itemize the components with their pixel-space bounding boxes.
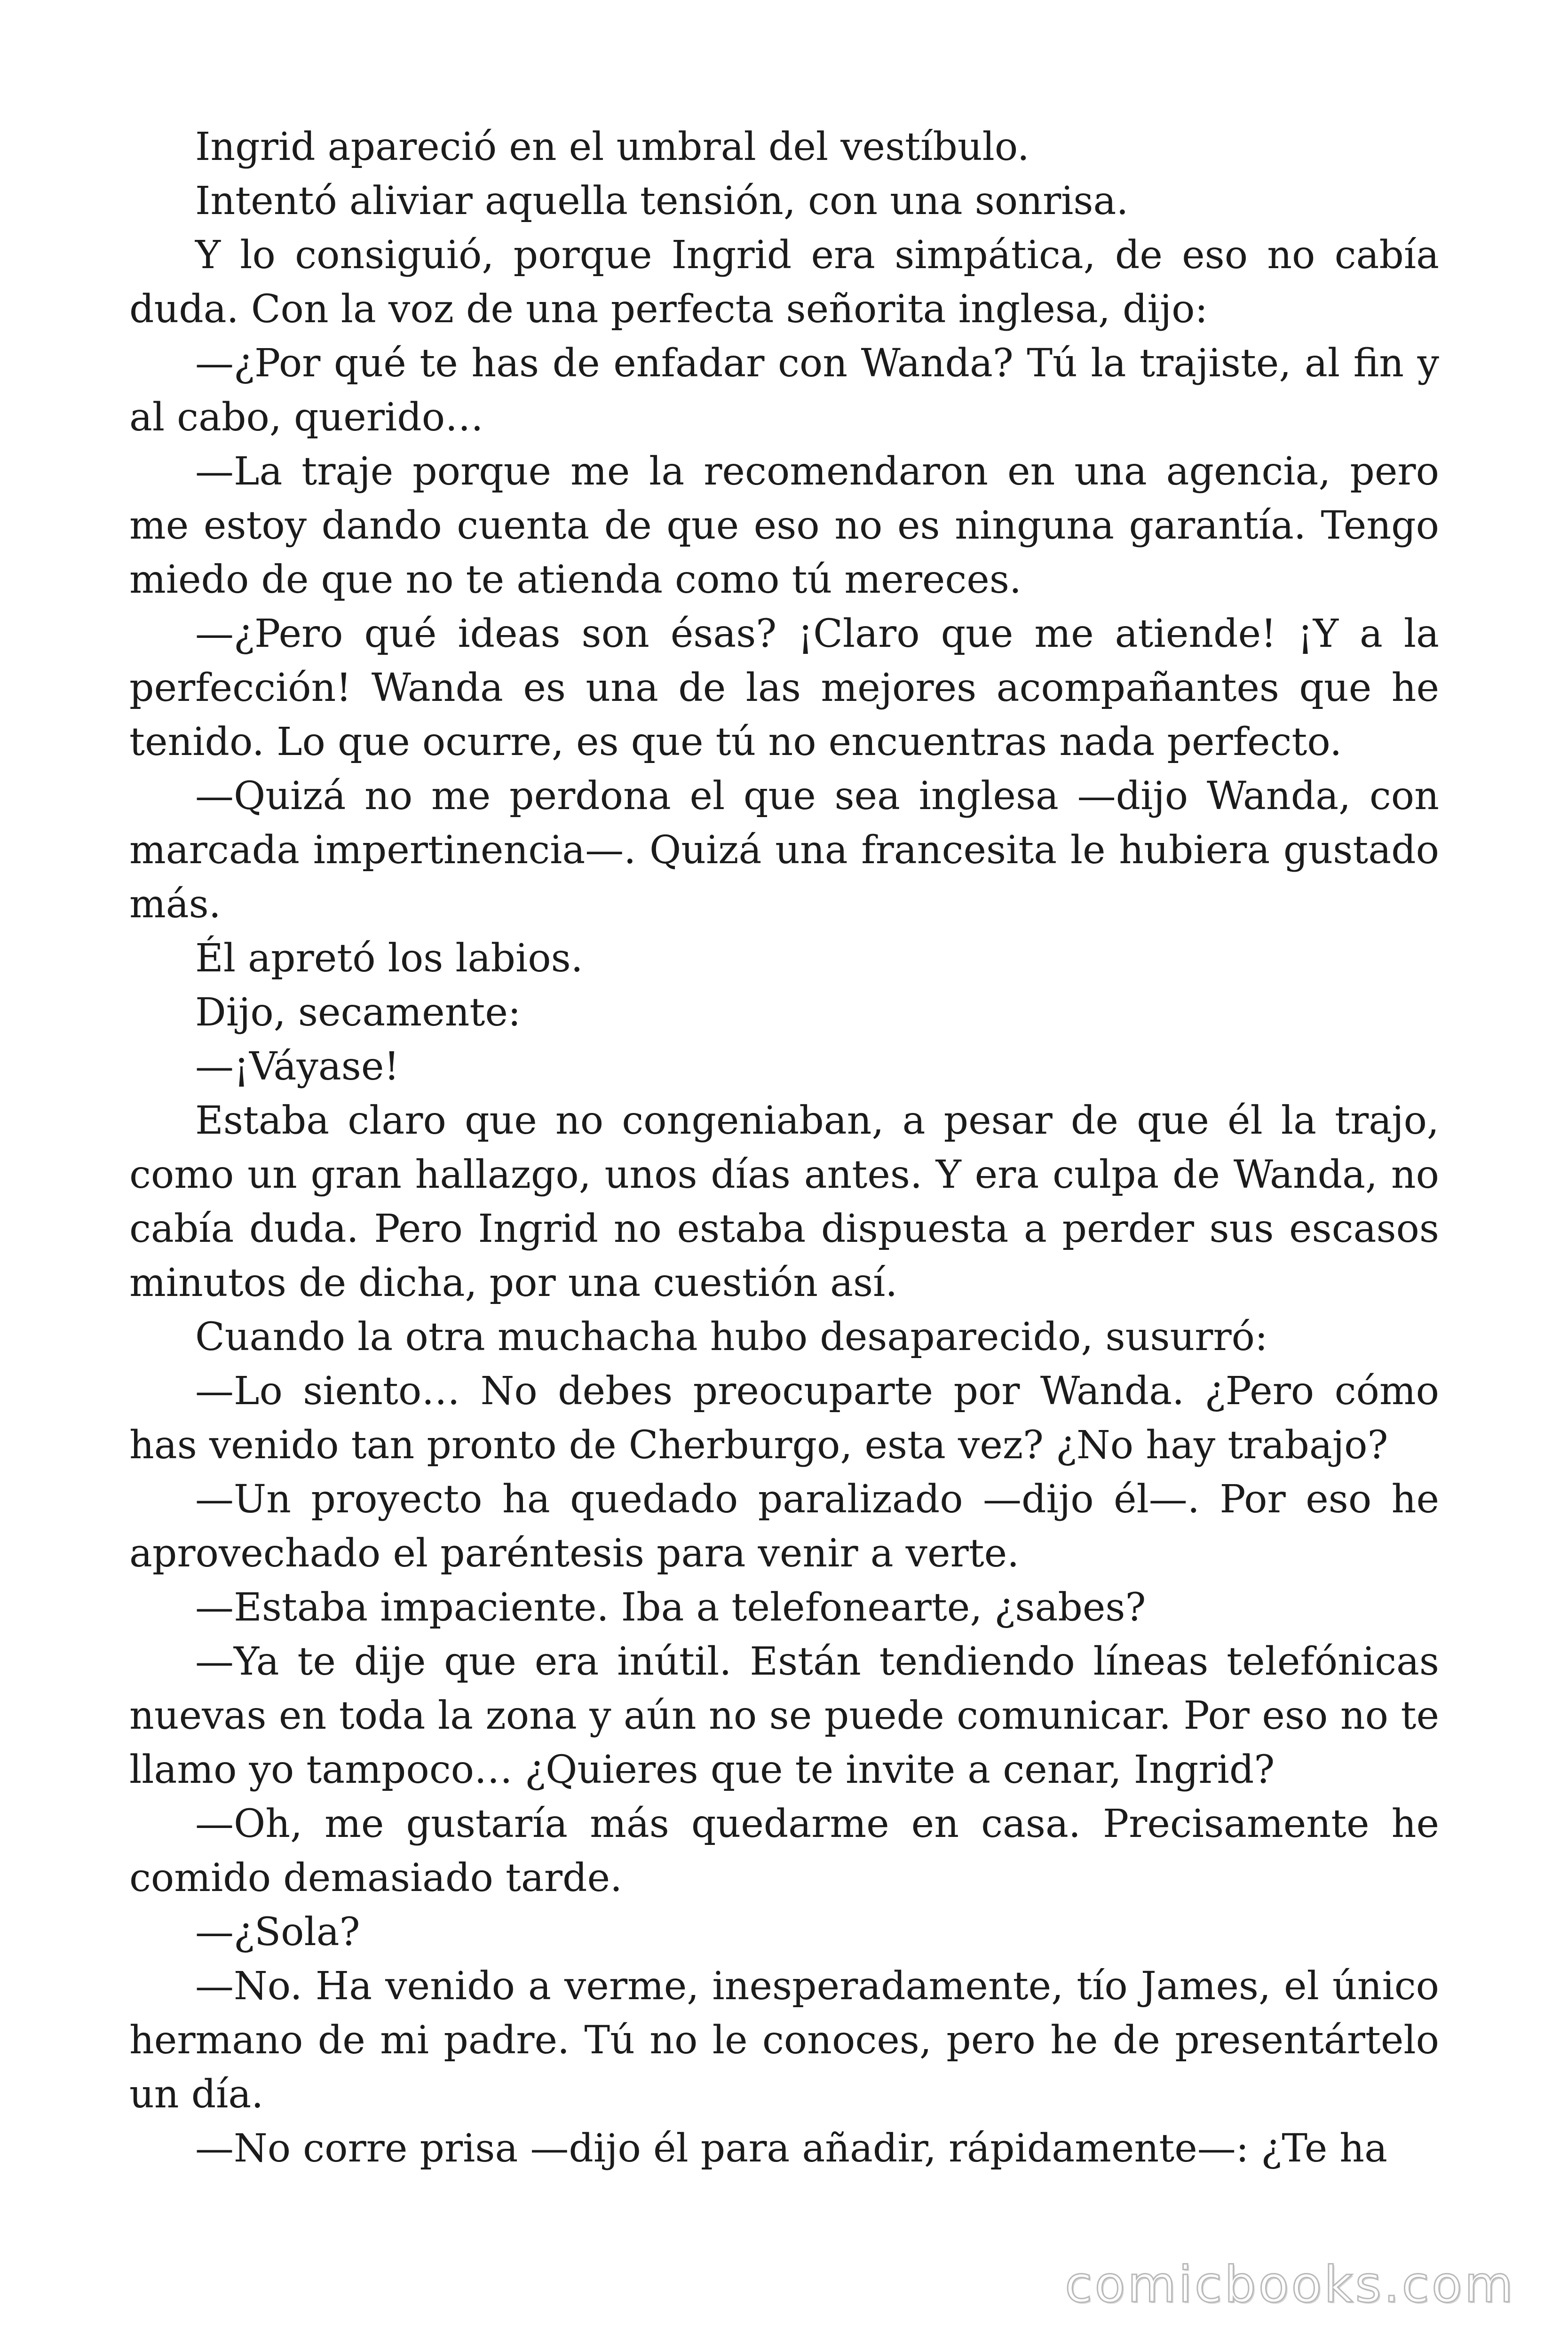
paragraph: —¡Váyase! xyxy=(195,1044,400,1089)
paragraph: —Ya te dije que era inútil. Están tendiendo líneas telefónicas nuevas en toda la zona y aún no se puede comunicar. Por eso no te llamo yo tampoco… ¿Quieres que te invite a cenar, Ingrid? xyxy=(129,1639,1439,1792)
paragraph: —No. Ha venido a verme, inesperadamente, tío James, el único hermano de mi padre. Tú no le conoces, pero he de presentártelo un día. xyxy=(129,1964,1439,2117)
paragraph: —Un proyecto ha quedado paralizado —dijo él—. Por eso he aprovechado el paréntesis para venir a verte. xyxy=(129,1477,1439,1576)
paragraph: —Estaba impaciente. Iba a telefonearte, ¿sabes? xyxy=(195,1585,1146,1630)
paragraph: —¿Sola? xyxy=(195,1910,360,1955)
paragraph: —No corre prisa —dijo él para añadir, rápidamente—: ¿Te ha xyxy=(195,2126,1387,2171)
paragraph: —La traje porque me la recomendaron en una agencia, pero me estoy dando cuenta de que eso no es ninguna garantía. Tengo miedo de que no te atienda como tú mereces. xyxy=(129,449,1439,602)
paragraph: —¿Por qué te has de enfadar con Wanda? Tú la trajiste, al fin y al cabo, querido… xyxy=(129,341,1439,440)
paragraph: Y lo consiguió, porque Ingrid era simpática, de eso no cabía duda. Con la voz de una perfecta señorita inglesa, dijo: xyxy=(129,233,1439,332)
paragraph: —¿Pero qué ideas son ésas? ¡Claro que me atiende! ¡Y a la perfección! Wanda es una de las mejores acompañantes que he tenido. Lo que ocurre, es que tú no encuentras nada perfecto. xyxy=(129,612,1439,764)
paragraph: Intentó aliviar aquella tensión, con una sonrisa. xyxy=(195,179,1129,223)
paragraph: —Oh, me gustaría más quedarme en casa. Precisamente he comido demasiado tarde. xyxy=(129,1802,1439,1900)
paragraph: Dijo, secamente: xyxy=(195,990,521,1035)
paragraph: Él apretó los labios. xyxy=(195,936,583,981)
page-body xyxy=(129,120,1439,2176)
watermark: comicbooks.com xyxy=(1065,2256,1515,2313)
paragraph: —Lo siento… No debes preocuparte por Wanda. ¿Pero cómo has venido tan pronto de Cherburgo, esta vez? ¿No hay trabajo? xyxy=(129,1369,1439,1468)
paragraph: —Quizá no me perdona el que sea inglesa —dijo Wanda, con marcada impertinencia—. Quizá una francesita le hubiera gustado más. xyxy=(129,774,1439,927)
paragraph: Ingrid apareció en el umbral del vestíbulo. xyxy=(195,125,1029,169)
paragraph: Cuando la otra muchacha hubo desaparecido, susurró: xyxy=(195,1315,1268,1359)
paragraph: Estaba claro que no congeniaban, a pesar de que él la trajo, como un gran hallazgo, unos días antes. Y era culpa de Wanda, no cabía duda. Pero Ingrid no estaba dispuesta a perder sus escasos minutos de dicha, por una cuestión así. xyxy=(129,1098,1439,1305)
